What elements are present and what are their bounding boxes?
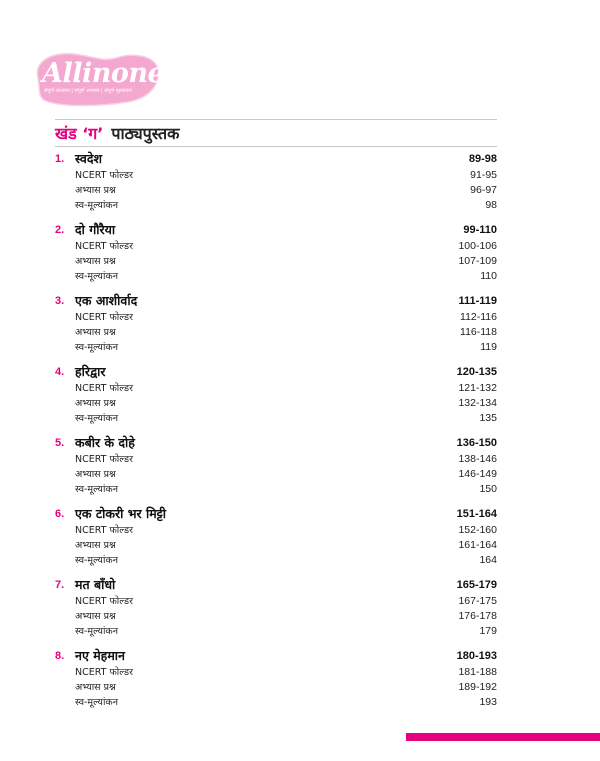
chapter-heading-row[interactable] [55,292,497,309]
sub-item-pages: 176-178 [458,609,497,622]
section-heading [55,119,497,147]
toc-sub-item[interactable] [55,339,497,354]
sub-item-label: NCERT फोल्डर [75,312,133,323]
toc-sub-item[interactable] [55,182,497,197]
logo-wordmark [42,60,172,88]
toc-sub-item[interactable] [55,608,497,623]
sub-item-label: स्व-मूल्यांकन [75,626,118,637]
section-label: खंड ‘ग’ [55,124,104,143]
chapter-title: हरिद्वार [75,364,106,379]
toc-sub-item[interactable] [55,522,497,537]
sub-item-label: NCERT फोल्डर [75,596,133,607]
chapter-entry [55,576,497,638]
sub-item-label: NCERT फोल्डर [75,525,133,536]
logo-brand-text: Allinone [42,58,165,89]
chapter-title: मत बाँधो [75,577,116,592]
chapter-title: एक आशीर्वाद [75,293,138,308]
toc-sub-item[interactable] [55,451,497,466]
sub-item-label: अभ्यास प्रश्न [75,611,116,622]
chapter-entry [55,647,497,709]
toc-sub-item[interactable] [55,268,497,283]
brand-logo [30,48,172,110]
sub-item-pages: 161-164 [458,538,497,551]
sub-item-pages: 179 [479,624,497,637]
toc-sub-item[interactable] [55,253,497,268]
toc-sub-item[interactable] [55,466,497,481]
chapter-page-range: 99-110 [463,223,497,236]
chapter-number: 4. [55,365,65,378]
logo-tagline: संपूर्ण अध्ययन | संपूर्ण अभ्यास | संपूर्ण मूल्यांकन [44,88,132,94]
toc-sub-item[interactable] [55,552,497,567]
sub-item-label: स्व-मूल्यांकन [75,697,118,708]
chapter-title: कबीर के दोहे [75,435,135,450]
chapter-entry [55,505,497,567]
toc-sub-item[interactable] [55,694,497,709]
chapter-number: 6. [55,507,65,520]
sub-item-label: अभ्यास प्रश्न [75,540,116,551]
toc-sub-item[interactable] [55,664,497,679]
chapter-title: नए मेहमान [75,648,125,663]
chapter-entry [55,150,497,212]
sub-item-label: स्व-मूल्यांकन [75,555,118,566]
sub-item-label: अभ्यास प्रश्न [75,469,116,480]
sub-item-label: NCERT फोल्डर [75,454,133,465]
toc-sub-item[interactable] [55,380,497,395]
toc-sub-item[interactable] [55,410,497,425]
chapter-title: एक टोकरी भर मिट्टी [75,506,167,521]
chapter-page-range: 111-119 [458,294,497,307]
sub-item-pages: 91-95 [470,168,497,181]
sub-item-pages: 107-109 [458,254,497,267]
sub-item-pages: 138-146 [458,452,497,465]
sub-item-pages: 189-192 [458,680,497,693]
toc-sub-item[interactable] [55,324,497,339]
chapter-heading-row[interactable] [55,221,497,238]
sub-item-label: अभ्यास प्रश्न [75,185,116,196]
sub-item-pages: 98 [485,198,497,211]
chapter-heading-row[interactable] [55,505,497,522]
chapter-entry [55,221,497,283]
chapter-heading-row[interactable] [55,576,497,593]
sub-item-label: स्व-मूल्यांकन [75,200,118,211]
chapter-heading-row[interactable] [55,647,497,664]
sub-item-pages: 116-118 [460,325,497,338]
chapter-title: स्वदेश [75,151,102,166]
toc-sub-item[interactable] [55,679,497,694]
sub-item-pages: 121-132 [458,381,497,394]
chapter-page-range: 89-98 [468,152,497,165]
toc-sub-item[interactable] [55,481,497,496]
chapter-page-range: 136-150 [456,436,497,449]
sub-item-pages: 96-97 [470,183,497,196]
toc-sub-item[interactable] [55,537,497,552]
table-of-contents [55,150,497,718]
footer-accent-bar [406,733,600,741]
chapter-entry [55,292,497,354]
toc-sub-item[interactable] [55,167,497,182]
chapter-page-range: 151-164 [456,507,497,520]
sub-item-label: अभ्यास प्रश्न [75,256,116,267]
sub-item-label: स्व-मूल्यांकन [75,271,118,282]
chapter-number: 2. [55,223,65,236]
toc-sub-item[interactable] [55,309,497,324]
sub-item-label: स्व-मूल्यांकन [75,342,118,353]
sub-item-label: स्व-मूल्यांकन [75,413,118,424]
sub-item-label: अभ्यास प्रश्न [75,682,116,693]
sub-item-pages: 181-188 [458,665,497,678]
chapter-page-range: 120-135 [456,365,497,378]
toc-sub-item[interactable] [55,197,497,212]
sub-item-pages: 150 [479,482,497,495]
chapter-heading-row[interactable] [55,434,497,451]
sub-item-pages: 164 [479,553,497,566]
chapter-number: 3. [55,294,65,307]
chapter-number: 8. [55,649,65,662]
chapter-title: दो गौरैया [75,222,116,237]
registered-mark: ® [164,69,172,79]
toc-sub-item[interactable] [55,395,497,410]
sub-item-label: NCERT फोल्डर [75,241,133,252]
sub-item-pages: 193 [479,695,497,708]
sub-item-pages: 146-149 [458,467,497,480]
sub-item-pages: 100-106 [458,239,497,252]
chapter-heading-row[interactable] [55,363,497,380]
chapter-number: 5. [55,436,65,449]
sub-item-label: NCERT फोल्डर [75,383,133,394]
sub-item-pages: 112-116 [460,310,497,323]
sub-item-label: NCERT फोल्डर [75,170,133,181]
chapter-page-range: 165-179 [456,578,497,591]
sub-item-pages: 135 [479,411,497,424]
sub-item-label: NCERT फोल्डर [75,667,133,678]
chapter-page-range: 180-193 [456,649,497,662]
sub-item-label: अभ्यास प्रश्न [75,327,116,338]
sub-item-label: स्व-मूल्यांकन [75,484,118,495]
chapter-entry [55,434,497,496]
toc-sub-item[interactable] [55,593,497,608]
sub-item-pages: 110 [480,269,497,282]
sub-item-label: अभ्यास प्रश्न [75,398,116,409]
chapter-number: 1. [55,152,65,165]
chapter-entry [55,363,497,425]
section-title: पाठ्यपुस्तक [111,124,180,143]
toc-sub-item[interactable] [55,238,497,253]
sub-item-pages: 119 [480,340,497,353]
chapter-heading-row[interactable] [55,150,497,167]
chapter-number: 7. [55,578,65,591]
sub-item-pages: 132-134 [458,396,497,409]
toc-sub-item[interactable] [55,623,497,638]
sub-item-pages: 152-160 [458,523,497,536]
sub-item-pages: 167-175 [458,594,497,607]
